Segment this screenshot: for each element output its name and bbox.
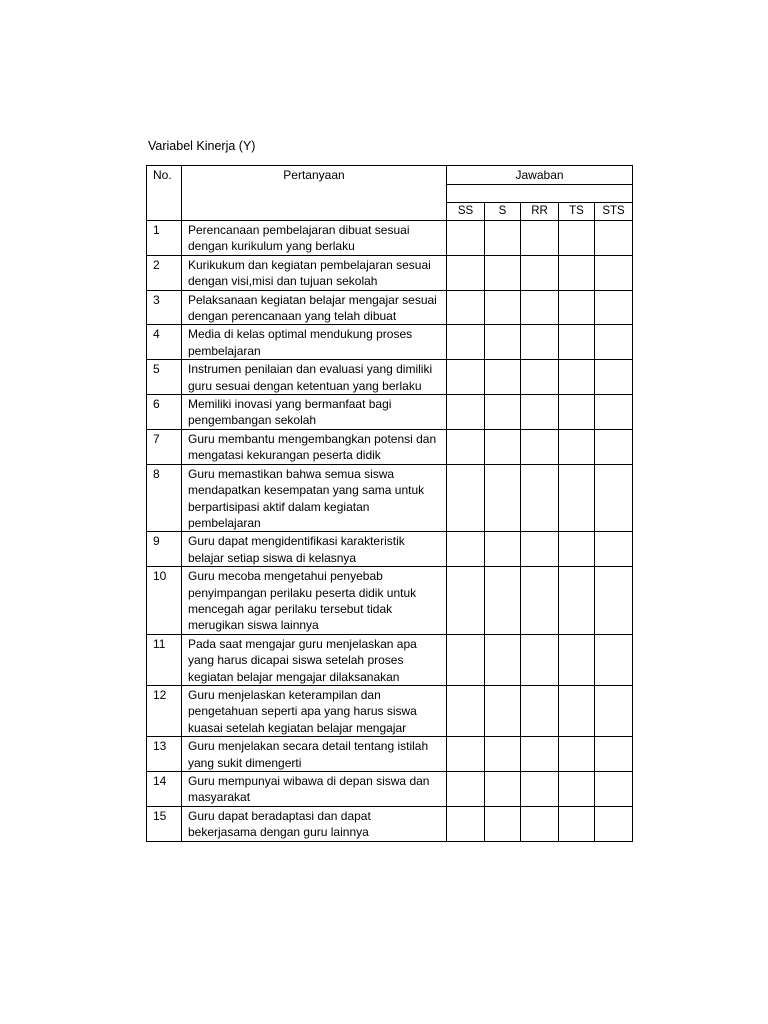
answer-cell-sts[interactable] bbox=[595, 772, 633, 807]
answer-cell-ss[interactable] bbox=[447, 325, 485, 360]
answer-cell-ts[interactable] bbox=[559, 567, 595, 635]
table-row bbox=[147, 429, 633, 464]
answer-cell-ts[interactable] bbox=[559, 772, 595, 807]
answer-cell-rr[interactable] bbox=[521, 772, 559, 807]
question-text: Guru menjelaskan keterampilan dan pengetahuan seperti apa yang harus siswa kuasai setelah kegiatan belajar mengajar bbox=[182, 685, 447, 736]
row-number: 6 bbox=[147, 395, 182, 430]
row-number: 11 bbox=[147, 634, 182, 685]
answer-cell-rr[interactable] bbox=[521, 567, 559, 635]
row-number: 12 bbox=[147, 685, 182, 736]
answer-cell-rr[interactable] bbox=[521, 634, 559, 685]
answer-cell-ts[interactable] bbox=[559, 634, 595, 685]
answer-cell-rr[interactable] bbox=[521, 325, 559, 360]
answer-cell-s[interactable] bbox=[485, 290, 521, 325]
table-row bbox=[147, 772, 633, 807]
header-no: No. bbox=[147, 166, 182, 221]
answer-cell-sts[interactable] bbox=[595, 737, 633, 772]
questionnaire-table bbox=[146, 165, 633, 842]
question-text: Pelaksanaan kegiatan belajar mengajar sesuai dengan perencanaan yang telah dibuat bbox=[182, 290, 447, 325]
question-text: Memiliki inovasi yang bermanfaat bagi pengembangan sekolah bbox=[182, 395, 447, 430]
answer-cell-ts[interactable] bbox=[559, 395, 595, 430]
table-row bbox=[147, 567, 633, 635]
row-number: 1 bbox=[147, 221, 182, 256]
table-row bbox=[147, 532, 633, 567]
header-pertanyaan: Pertanyaan bbox=[182, 166, 447, 221]
answer-cell-s[interactable] bbox=[485, 567, 521, 635]
answer-cell-s[interactable] bbox=[485, 806, 521, 841]
answer-cell-ss[interactable] bbox=[447, 772, 485, 807]
answer-cell-sts[interactable] bbox=[595, 360, 633, 395]
answer-cell-rr[interactable] bbox=[521, 429, 559, 464]
answer-cell-rr[interactable] bbox=[521, 221, 559, 256]
row-number: 15 bbox=[147, 806, 182, 841]
table-row bbox=[147, 737, 633, 772]
answer-cell-ts[interactable] bbox=[559, 806, 595, 841]
table-row bbox=[147, 290, 633, 325]
answer-cell-ss[interactable] bbox=[447, 255, 485, 290]
table-row bbox=[147, 685, 633, 736]
answer-cell-ts[interactable] bbox=[559, 325, 595, 360]
answer-cell-ss[interactable] bbox=[447, 532, 485, 567]
table-row bbox=[147, 395, 633, 430]
answer-cell-ss[interactable] bbox=[447, 221, 485, 256]
question-text: Guru membantu mengembangkan potensi dan mengatasi kekurangan peserta didik bbox=[182, 429, 447, 464]
answer-cell-s[interactable] bbox=[485, 255, 521, 290]
answer-cell-rr[interactable] bbox=[521, 360, 559, 395]
row-number: 4 bbox=[147, 325, 182, 360]
answer-cell-rr[interactable] bbox=[521, 737, 559, 772]
answer-cell-s[interactable] bbox=[485, 772, 521, 807]
table-row bbox=[147, 325, 633, 360]
answer-cell-rr[interactable] bbox=[521, 395, 559, 430]
answer-cell-sts[interactable] bbox=[595, 255, 633, 290]
question-text: Instrumen penilaian dan evaluasi yang dimiliki guru sesuai dengan ketentuan yang berlaku bbox=[182, 360, 447, 395]
answer-cell-sts[interactable] bbox=[595, 567, 633, 635]
row-number: 2 bbox=[147, 255, 182, 290]
row-number: 13 bbox=[147, 737, 182, 772]
answer-cell-ss[interactable] bbox=[447, 395, 485, 430]
question-text: Kurikukum dan kegiatan pembelajaran sesuai dengan visi,misi dan tujuan sekolah bbox=[182, 255, 447, 290]
table-row bbox=[147, 221, 633, 256]
answer-cell-ss[interactable] bbox=[447, 567, 485, 635]
answer-cell-rr[interactable] bbox=[521, 255, 559, 290]
answer-cell-ts[interactable] bbox=[559, 360, 595, 395]
answer-cell-s[interactable] bbox=[485, 221, 521, 256]
header-option-rr: RR bbox=[521, 203, 559, 221]
answer-cell-ts[interactable] bbox=[559, 221, 595, 256]
row-number: 8 bbox=[147, 464, 182, 532]
question-text: Pada saat mengajar guru menjelaskan apa yang harus dicapai siswa setelah proses kegiatan belajar mengajar dilaksanakan bbox=[182, 634, 447, 685]
table-header bbox=[147, 166, 633, 221]
header-option-ss: SS bbox=[447, 203, 485, 221]
answer-cell-s[interactable] bbox=[485, 464, 521, 532]
answer-cell-ts[interactable] bbox=[559, 685, 595, 736]
answer-cell-sts[interactable] bbox=[595, 395, 633, 430]
answer-cell-ss[interactable] bbox=[447, 737, 485, 772]
answer-cell-s[interactable] bbox=[485, 325, 521, 360]
answer-cell-sts[interactable] bbox=[595, 429, 633, 464]
answer-cell-sts[interactable] bbox=[595, 806, 633, 841]
row-number: 5 bbox=[147, 360, 182, 395]
answer-cell-s[interactable] bbox=[485, 360, 521, 395]
answer-cell-sts[interactable] bbox=[595, 532, 633, 567]
answer-cell-ss[interactable] bbox=[447, 806, 485, 841]
row-number: 9 bbox=[147, 532, 182, 567]
answer-cell-sts[interactable] bbox=[595, 290, 633, 325]
row-number: 10 bbox=[147, 567, 182, 635]
answer-cell-ss[interactable] bbox=[447, 290, 485, 325]
answer-cell-s[interactable] bbox=[485, 634, 521, 685]
header-option-s: S bbox=[485, 203, 521, 221]
document-title: Variabel Kinerja (Y) bbox=[148, 139, 256, 153]
answer-cell-ss[interactable] bbox=[447, 429, 485, 464]
question-text: Guru memastikan bahwa semua siswa mendapatkan kesempatan yang sama untuk berpartisipasi aktif dalam kegiatan pembelajaran bbox=[182, 464, 447, 532]
answer-cell-s[interactable] bbox=[485, 532, 521, 567]
question-text: Guru mempunyai wibawa di depan siswa dan masyarakat bbox=[182, 772, 447, 807]
table-row bbox=[147, 806, 633, 841]
row-number: 7 bbox=[147, 429, 182, 464]
header-spacer-row bbox=[447, 185, 633, 203]
answer-cell-s[interactable] bbox=[485, 737, 521, 772]
answer-cell-rr[interactable] bbox=[521, 290, 559, 325]
answer-cell-sts[interactable] bbox=[595, 464, 633, 532]
answer-cell-ts[interactable] bbox=[559, 290, 595, 325]
answer-cell-ts[interactable] bbox=[559, 255, 595, 290]
answer-cell-ss[interactable] bbox=[447, 360, 485, 395]
answer-cell-sts[interactable] bbox=[595, 221, 633, 256]
answer-cell-ss[interactable] bbox=[447, 464, 485, 532]
answer-cell-ts[interactable] bbox=[559, 464, 595, 532]
answer-cell-rr[interactable] bbox=[521, 806, 559, 841]
question-text: Guru dapat beradaptasi dan dapat bekerjasama dengan guru lainnya bbox=[182, 806, 447, 841]
answer-cell-ss[interactable] bbox=[447, 634, 485, 685]
answer-cell-sts[interactable] bbox=[595, 325, 633, 360]
table-row bbox=[147, 634, 633, 685]
question-text: Guru menjelakan secara detail tentang istilah yang sukit dimengerti bbox=[182, 737, 447, 772]
answer-cell-rr[interactable] bbox=[521, 464, 559, 532]
answer-cell-s[interactable] bbox=[485, 685, 521, 736]
question-text: Perencanaan pembelajaran dibuat sesuai dengan kurikulum yang berlaku bbox=[182, 221, 447, 256]
table-body bbox=[147, 221, 633, 842]
answer-cell-ss[interactable] bbox=[447, 685, 485, 736]
answer-cell-ts[interactable] bbox=[559, 737, 595, 772]
answer-cell-s[interactable] bbox=[485, 429, 521, 464]
answer-cell-s[interactable] bbox=[485, 395, 521, 430]
table-row bbox=[147, 464, 633, 532]
answer-cell-sts[interactable] bbox=[595, 685, 633, 736]
answer-cell-sts[interactable] bbox=[595, 634, 633, 685]
row-number: 3 bbox=[147, 290, 182, 325]
header-option-ts: TS bbox=[559, 203, 595, 221]
answer-cell-rr[interactable] bbox=[521, 685, 559, 736]
table-row bbox=[147, 360, 633, 395]
question-text: Media di kelas optimal mendukung proses pembelajaran bbox=[182, 325, 447, 360]
answer-cell-ts[interactable] bbox=[559, 532, 595, 567]
header-jawaban: Jawaban bbox=[447, 166, 633, 185]
answer-cell-ts[interactable] bbox=[559, 429, 595, 464]
question-text: Guru mecoba mengetahui penyebab penyimpangan perilaku peserta didik untuk mencegah agar perilaku tersebut tidak merugikan siswa lainnya bbox=[182, 567, 447, 635]
answer-cell-rr[interactable] bbox=[521, 532, 559, 567]
table-row bbox=[147, 255, 633, 290]
row-number: 14 bbox=[147, 772, 182, 807]
header-option-sts: STS bbox=[595, 203, 633, 221]
question-text: Guru dapat mengidentifikasi karakteristik belajar setiap siswa di kelasnya bbox=[182, 532, 447, 567]
